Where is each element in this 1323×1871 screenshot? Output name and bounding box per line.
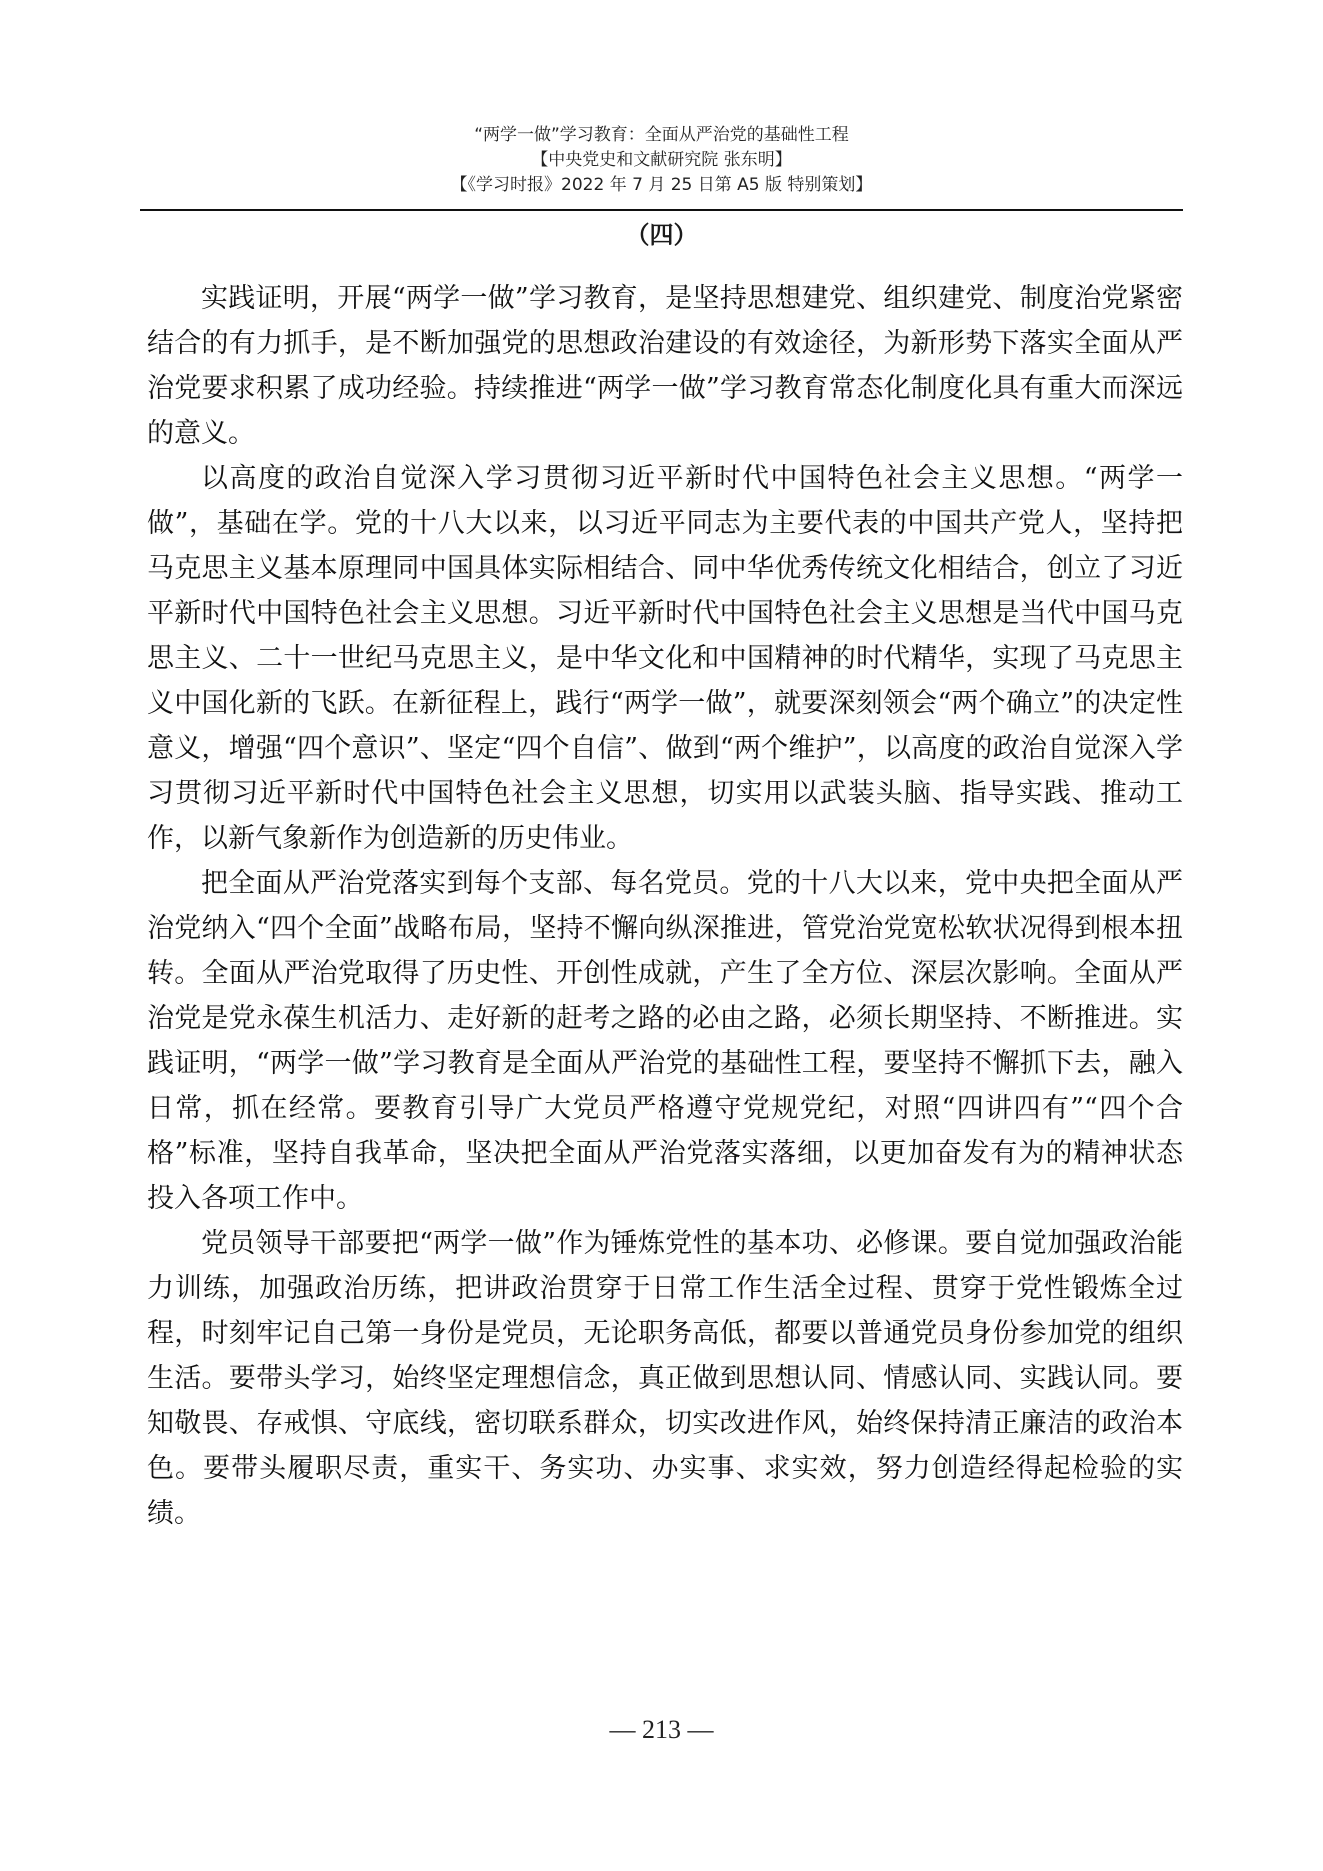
paragraph: 党员领导干部要把“两学一做”作为锤炼党性的基本功、必修课。要自觉加强政治能力训练，加强政治历练，把讲政治贯穿于日常工作生活全过程、贯穿于党性锻炼全过程，时刻牢记自己第一身份是党员，无论职务高低，都要以普通党员身份参加党的组织生活。要带头学习，始终坚定理想信念，真正做到思想认同、情感认同、实践认同。要知敬畏、存戒惧、守底线，密切联系群众，切实改进作风，始终保持清正廉洁的政治本色。要带头履职尽责，重实干、务实功、办实事、求实效，努力创造经得起检验的实绩。 xyxy=(147,1228,1183,1529)
page-number: — 213 — xyxy=(609,1715,714,1744)
paragraph: 实践证明，开展“两学一做”学习教育，是坚持思想建党、组织建党、制度治党紧密结合的有力抓手，是不断加强党的思想政治建设的有效途径，为新形势下落实全面从严治党要求积累了成功经验。持续推进“两学一做”学习教育常态化制度化具有重大而深远的意义。 xyxy=(147,283,1183,449)
header-divider xyxy=(140,209,1183,211)
article-title: “两学一做”学习教育：全面从严治党的基础性工程 xyxy=(474,125,849,145)
article-body xyxy=(147,276,1183,1536)
article-author: 【中央党史和文献研究院 张东明】 xyxy=(531,150,792,170)
article-source: 【《学习时报》2022 年 7 月 25 日第 A5 版 特别策划】 xyxy=(450,175,873,195)
paragraph: 以高度的政治自觉深入学习贯彻习近平新时代中国特色社会主义思想。“两学一做”，基础在学。党的十八大以来，以习近平同志为主要代表的中国共产党人，坚持把马克思主义基本原理同中国具体实际相结合、同中华优秀传统文化相结合，创立了习近平新时代中国特色社会主义思想。习近平新时代中国特色社会主义思想是当代中国马克思主义、二十一世纪马克思主义，是中华文化和中国精神的时代精华，实现了马克思主义中国化新的飞跃。在新征程上，践行“两学一做”，就要深刻领会“两个确立”的决定性意义，增强“四个意识”、坚定“四个自信”、做到“两个维护”，以高度的政治自觉深入学习贯彻习近平新时代中国特色社会主义思想，切实用以武装头脑、指导实践、推动工作，以新气象新作为创造新的历史伟业。 xyxy=(147,463,1183,854)
paragraph: 把全面从严治党落实到每个支部、每名党员。党的十八大以来，党中央把全面从严治党纳入“四个全面”战略布局，坚持不懈向纵深推进，管党治党宽松软状况得到根本扭转。全面从严治党取得了历史性、开创性成就，产生了全方位、深层次影响。全面从严治党是党永葆生机活力、走好新的赶考之路的必由之路，必须长期坚持、不断推进。实践证明，“两学一做”学习教育是全面从严治党的基础性工程，要坚持不懈抓下去，融入日常，抓在经常。要教育引导广大党员严格遵守党规党纪，对照“四讲四有”“四个合格”标准，坚持自我革命，坚决把全面从严治党落实落细，以更加奋发有为的精神状态投入各项工作中。 xyxy=(147,868,1183,1214)
section-number: （四） xyxy=(625,221,698,249)
document-header xyxy=(140,123,1183,198)
